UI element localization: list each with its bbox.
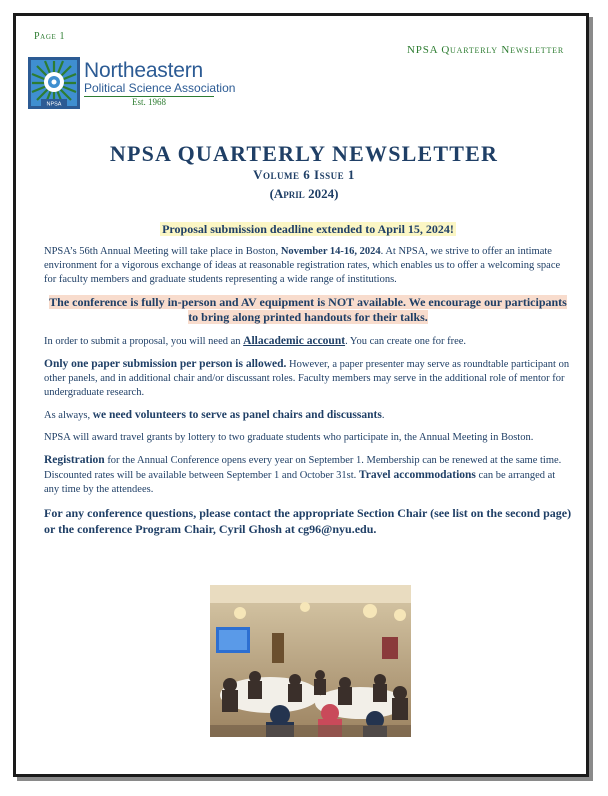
registration-paragraph: Registration for the Annual Conference opens every year on September 1. Membership can be renewed at the same time. Discounted rates will be available between September 1 and October 31st. Travel accommodations can be arranged at any time by the attendees. xyxy=(44,454,562,495)
proposal-paragraph: In order to submit a proposal, you will need an Allacademic account. You can create one for free. xyxy=(44,335,467,347)
logo-name: Northeastern xyxy=(84,59,203,82)
registration-label: Registration xyxy=(44,454,105,466)
volunteers-callout: we need volunteers to serve as panel chairs and discussants xyxy=(92,409,382,421)
submission-limit: Only one paper submission per person is allowed. xyxy=(44,358,287,370)
travel-grants-paragraph: NPSA will award travel grants by lottery to two graduate students who participate in, the Annual Meeting in Boston. xyxy=(44,432,534,443)
volunteers-paragraph: As always, we need volunteers to serve as panel chairs and discussants. xyxy=(44,409,385,421)
running-header: NPSA Quarterly Newsletter xyxy=(407,44,564,56)
logo-wordmark xyxy=(84,60,235,108)
logo-badge-text: NPSA xyxy=(46,101,62,108)
in-person-notice: The conference is fully in-person and AV equipment is NOT available. We encourage our participants to bring along printed handouts for their talks. xyxy=(49,295,567,324)
newsletter-title: NPSA QUARTERLY NEWSLETTER xyxy=(109,141,499,166)
newsletter-body xyxy=(44,222,572,545)
page-number: Page 1 xyxy=(34,31,66,42)
allacademic-account-link[interactable]: Allacademic account xyxy=(243,335,346,347)
volume-issue: Volume 6 Issue 1 xyxy=(253,167,355,182)
meeting-dates: November 14-16, 2024 xyxy=(280,246,381,257)
issue-date: (April 2024) xyxy=(269,186,339,201)
npsa-logo-icon xyxy=(28,57,80,109)
annual-meeting-paragraph: NPSA’s 56th Annual Meeting will take place in Boston, November 14-16, 2024. At NPSA, we strive to offer an intimate environment for a vigorous exchange of ideas at reasonable registration rates, which enables us to offer a welcoming space for faculty members and graduate students representing a wide range of institutions. xyxy=(44,246,561,285)
conference-photo xyxy=(210,585,411,737)
logo-established: Est. 1968 xyxy=(84,96,214,108)
logo-subtitle: Political Science Association xyxy=(84,81,236,95)
submission-limit-paragraph: Only one paper submission per person is allowed. However, a paper presenter may serve as roundtable participant on other panels, and in additional chair and/or discussant roles. Faculty members may serve in the additional role of mentor for undergraduate research. xyxy=(44,358,570,398)
deadline-notice: Proposal submission deadline extended to April 15, 2024! xyxy=(162,222,454,236)
contact-paragraph: For any conference questions, please contact the appropriate Section Chair (see list on the second page) or the conference Program Chair, Cyril Ghosh at cg96@nyu.edu. xyxy=(44,506,572,536)
travel-accommodations-label: Travel accommodations xyxy=(358,469,476,481)
